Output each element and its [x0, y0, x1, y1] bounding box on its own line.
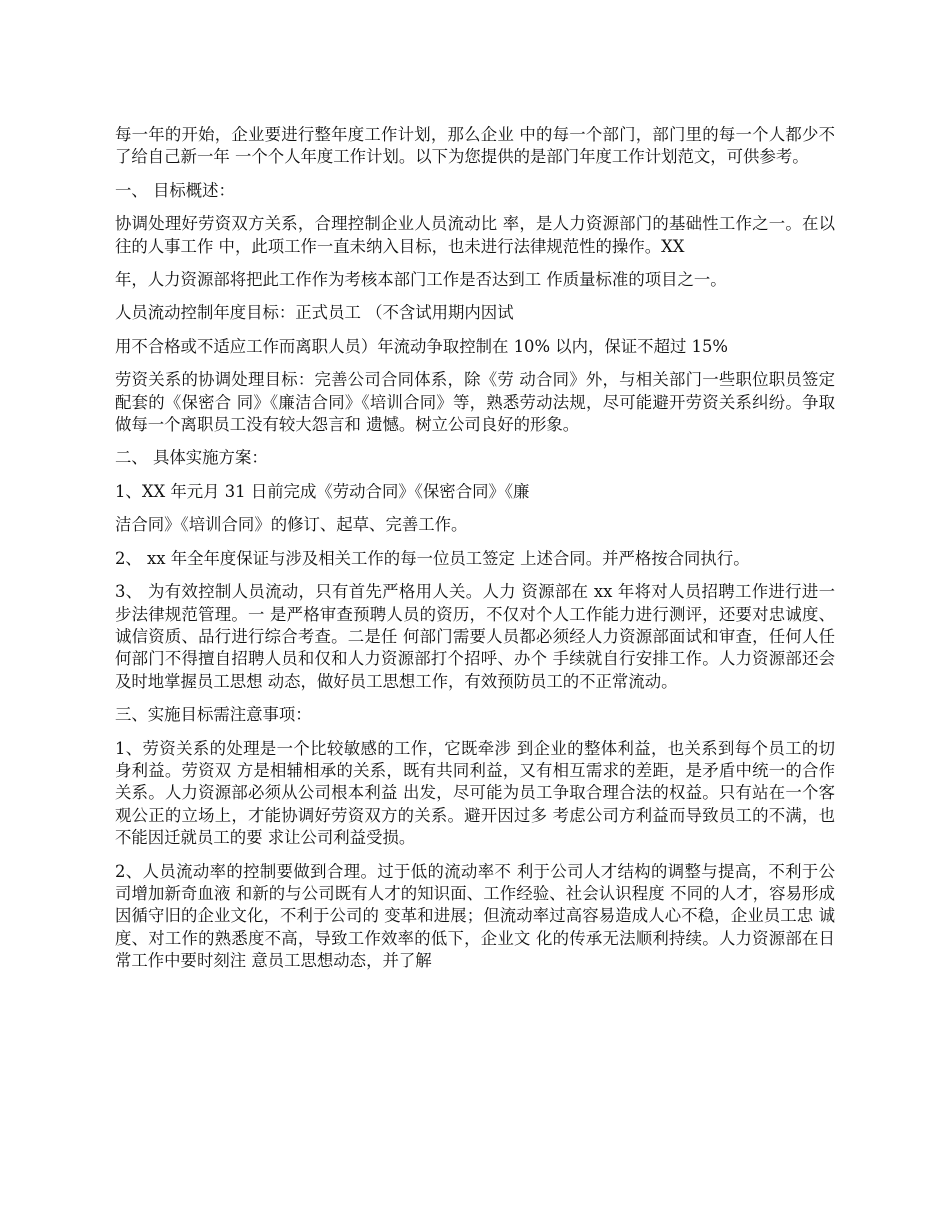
list-item: 2、人员流动率的控制要做到合理。过于低的流动率不 利于公司人才结构的调整与提高，不利于公司增加新奇血液 和新的与公司既有人才的知识面、工作经验、社会认识程度 不同的人才，容易形成因循守旧的企业文化，不利于公司的 变革和进展；但流动率过高容易造成人心不稳，企业员工忠 诚度、对工作的熟悉度不高，导致工作效率的低下，企业文 化的传承无法顺利持续。人力资源部在日常工作中要时刻注 意员工思想动态，并了解	[115, 861, 835, 971]
list-item: 1、劳资关系的处理是一个比较敏感的工作，它既牵涉 到企业的整体利益，也关系到每个员工的切身利益。劳资双 方是相辅相承的关系，既有共同利益，又有相互需求的差距，是矛盾中统一的合作关系。人力资源部必须从公司根本利益 出发，尽可能为员工争取合理合法的权益。只有站在一个客 观公正的立场上，才能协调好劳资双方的关系。避开因过多 考虑公司方利益而导致员工的不满，也不能因迁就员工的要 求让公司利益受损。	[115, 738, 835, 848]
paragraph: 协调处理好劳资双方关系，合理控制企业人员流动比 率，是人力资源部门的基础性工作之一。在以往的人事工作 中，此项工作一直未纳入目标，也未进行法律规范性的操作。XX	[115, 214, 835, 256]
list-item: 3、 为有效控制人员流动，只有首先严格用人关。人力 资源部在 xx 年将对人员招聘工作进行进一步法律规范管理。一 是严格审查预聘人员的资历，不仅对个人工作能力进行测评，还要对忠诚度、诚信资质、品行进行综合考查。二是任 何部门需要人员都必须经人力资源部面试和审查，任何人任 何部门不得擅自招聘人员和仅和人力资源部打个招呼、办个 手续就自行安排工作。人力资源部还会及时地掌握员工思想 动态，做好员工思想工作，有效预防员工的不正常流动。	[115, 582, 835, 691]
section-heading-notes: 三、实施目标需注意事项：	[115, 705, 312, 725]
paragraph: 用不合格或不适应工作而离职人员）年流动争取控制在 10% 以内，保证不超过 15%	[115, 336, 728, 356]
section-heading-plan: 二、 具体实施方案：	[115, 448, 268, 468]
paragraph: 洁合同》《培训合同》的修订、起草、完善工作。	[115, 515, 468, 535]
list-item: 1、XX 年元月 31 日前完成《劳动合同》《保密合同》《廉	[115, 481, 530, 501]
intro-paragraph: 每一年的开始，企业要进行整年度工作计划，那么企业 中的每一个部门，部门里的每一个人都少不了给自己新一年 一个个人年度工作计划。以下为您提供的是部门年度工作计划范文，可供参考。	[115, 125, 835, 167]
paragraph: 人员流动控制年度目标：正式员工 （不含试用期内因试	[115, 303, 514, 323]
document-body	[115, 124, 835, 984]
list-item: 2、 xx 年全年度保证与涉及相关工作的每一位员工签定 上述合同。并严格按合同执行。	[115, 548, 750, 568]
paragraph: 年，人力资源部将把此工作作为考核本部门工作是否达到工 作质量标准的项目之一。	[115, 270, 727, 290]
paragraph: 劳资关系的协调处理目标：完善公司合同体系，除《劳 动合同》外，与相关部门一些职位职员签定配套的《保密合 同》《廉洁合同》《培训合同》等，熟悉劳动法规，尽可能避开劳资关系纠纷。争取做每一个离职员工没有较大怨言和 遗憾。树立公司良好的形象。	[115, 370, 835, 435]
section-heading-goals: 一、 目标概述：	[115, 180, 235, 200]
